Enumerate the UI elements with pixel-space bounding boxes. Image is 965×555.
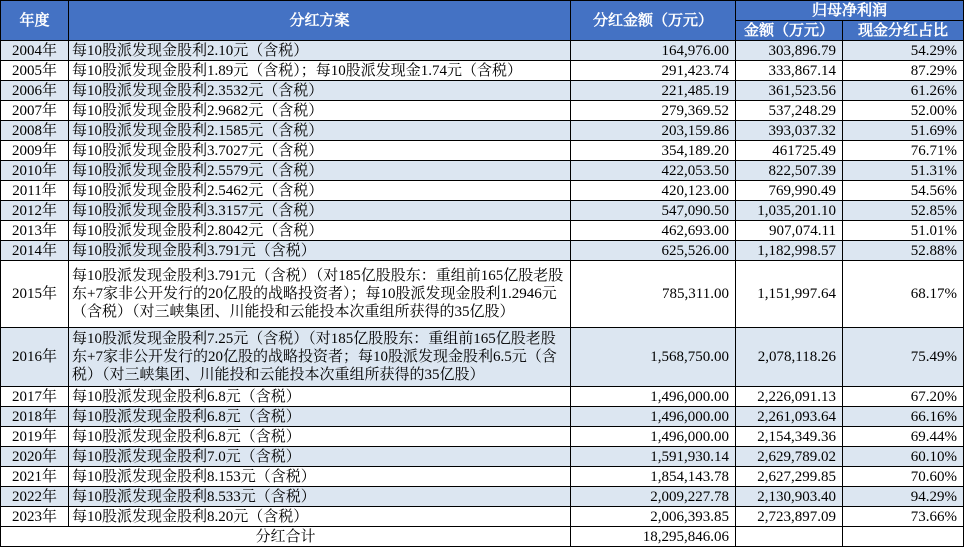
ratio-cell: 51.01%: [843, 221, 964, 241]
net-profit-cell: 769,990.49: [736, 181, 843, 201]
plan-cell: 每10股派发现金股利8.20元（含税）: [69, 507, 571, 527]
plan-cell: 每10股派发现金股利2.5462元（含税）: [69, 181, 571, 201]
dividend-amount-cell: 2,006,393.85: [571, 507, 736, 527]
table-header: [1, 1, 964, 41]
year-cell: 2012年: [1, 201, 69, 221]
table-row: [1, 487, 964, 507]
net-profit-cell: 2,723,897.09: [736, 507, 843, 527]
ratio-cell: 52.00%: [843, 101, 964, 121]
dividend-amount-cell: 221,485.19: [571, 81, 736, 101]
net-profit-cell: 2,261,093.64: [736, 407, 843, 427]
dividend-amount-cell: 785,311.00: [571, 261, 736, 328]
plan-cell: 每10股派发现金股利3.791元（含税）（对185亿股股东：重组前165亿股老股东+7家非公开发行的20亿股的战略投资者）；每10股派发现金股利1.2946元（含税）（对三峡集团、川能投和云能投本次重组所获得的35亿股）: [69, 261, 571, 328]
ratio-cell: 87.29%: [843, 61, 964, 81]
table-row: [1, 61, 964, 81]
dividend-amount-cell: 203,159.86: [571, 121, 736, 141]
table-row: [1, 261, 964, 328]
table-row: [1, 201, 964, 221]
year-cell: 2019年: [1, 427, 69, 447]
ratio-cell: 54.56%: [843, 181, 964, 201]
net-profit-cell: 537,248.29: [736, 101, 843, 121]
dividend-amount-cell: 354,189.20: [571, 141, 736, 161]
ratio-cell: 51.31%: [843, 161, 964, 181]
dividend-amount-cell: 1,591,930.14: [571, 447, 736, 467]
table-body: [1, 41, 964, 527]
ratio-cell: 70.60%: [843, 467, 964, 487]
dividend-amount-cell: 547,090.50: [571, 201, 736, 221]
plan-cell: 每10股派发现金股利2.9682元（含税）: [69, 101, 571, 121]
year-cell: 2005年: [1, 61, 69, 81]
net-profit-cell: 1,035,201.10: [736, 201, 843, 221]
table-row: [1, 161, 964, 181]
year-cell: 2022年: [1, 487, 69, 507]
net-profit-cell: 907,074.11: [736, 221, 843, 241]
table-row: [1, 507, 964, 527]
dividend-amount-cell: 1,496,000.00: [571, 407, 736, 427]
table-row: [1, 328, 964, 387]
ratio-cell: 52.88%: [843, 241, 964, 261]
total-profit-cell: [736, 527, 843, 547]
header-net-profit-group: 归母净利润: [736, 1, 964, 21]
dividend-amount-cell: 625,526.00: [571, 241, 736, 261]
plan-cell: 每10股派发现金股利6.8元（含税）: [69, 427, 571, 447]
ratio-cell: 76.71%: [843, 141, 964, 161]
plan-cell: 每10股派发现金股利3.791元（含税）: [69, 241, 571, 261]
table-row: [1, 41, 964, 61]
year-cell: 2004年: [1, 41, 69, 61]
year-cell: 2023年: [1, 507, 69, 527]
net-profit-cell: 333,867.14: [736, 61, 843, 81]
table-row: [1, 81, 964, 101]
year-cell: 2008年: [1, 121, 69, 141]
table-row: [1, 181, 964, 201]
dividend-amount-cell: 422,053.50: [571, 161, 736, 181]
ratio-cell: 61.26%: [843, 81, 964, 101]
year-cell: 2013年: [1, 221, 69, 241]
year-cell: 2007年: [1, 101, 69, 121]
net-profit-cell: 1,151,997.64: [736, 261, 843, 328]
plan-cell: 每10股派发现金股利2.8042元（含税）: [69, 221, 571, 241]
dividend-amount-cell: 462,693.00: [571, 221, 736, 241]
plan-cell: 每10股派发现金股利2.10元（含税）: [69, 41, 571, 61]
year-cell: 2010年: [1, 161, 69, 181]
dividend-amount-cell: 1,496,000.00: [571, 427, 736, 447]
plan-cell: 每10股派发现金股利2.5579元（含税）: [69, 161, 571, 181]
net-profit-cell: 461725.49: [736, 141, 843, 161]
ratio-cell: 73.66%: [843, 507, 964, 527]
table-row: [1, 121, 964, 141]
table-row: [1, 407, 964, 427]
header-dividend-amount: 分红金额（万元）: [571, 1, 736, 41]
plan-cell: 每10股派发现金股利2.3532元（含税）: [69, 81, 571, 101]
dividend-amount-cell: 291,423.74: [571, 61, 736, 81]
net-profit-cell: 2,154,349.36: [736, 427, 843, 447]
total-ratio-cell: [843, 527, 964, 547]
year-cell: 2020年: [1, 447, 69, 467]
net-profit-cell: 2,130,903.40: [736, 487, 843, 507]
ratio-cell: 52.85%: [843, 201, 964, 221]
total-dividend-cell: 18,295,846.06: [571, 527, 736, 547]
ratio-cell: 94.29%: [843, 487, 964, 507]
header-net-profit-amount: 金额（万元）: [736, 21, 843, 41]
plan-cell: 每10股派发现金股利6.8元（含税）: [69, 387, 571, 407]
plan-cell: 每10股派发现金股利3.3157元（含税）: [69, 201, 571, 221]
net-profit-cell: 2,078,118.26: [736, 328, 843, 387]
dividend-amount-cell: 279,369.52: [571, 101, 736, 121]
total-label-cell: 分红合计: [1, 527, 571, 547]
ratio-cell: 66.16%: [843, 407, 964, 427]
net-profit-cell: 303,896.79: [736, 41, 843, 61]
header-cash-dividend-ratio: 现金分红占比: [843, 21, 964, 41]
table-row: [1, 241, 964, 261]
ratio-cell: 69.44%: [843, 427, 964, 447]
year-cell: 2009年: [1, 141, 69, 161]
net-profit-cell: 2,627,299.85: [736, 467, 843, 487]
ratio-cell: 51.69%: [843, 121, 964, 141]
net-profit-cell: 2,226,091.13: [736, 387, 843, 407]
ratio-cell: 75.49%: [843, 328, 964, 387]
dividend-amount-cell: 1,568,750.00: [571, 328, 736, 387]
plan-cell: 每10股派发现金股利6.8元（含税）: [69, 407, 571, 427]
net-profit-cell: 361,523.56: [736, 81, 843, 101]
plan-cell: 每10股派发现金股利8.153元（含税）: [69, 467, 571, 487]
plan-cell: 每10股派发现金股利7.0元（含税）: [69, 447, 571, 467]
table-row: [1, 427, 964, 447]
plan-cell: 每10股派发现金股利3.7027元（含税）: [69, 141, 571, 161]
table-row: [1, 221, 964, 241]
net-profit-cell: 2,629,789.02: [736, 447, 843, 467]
year-cell: 2018年: [1, 407, 69, 427]
year-cell: 2017年: [1, 387, 69, 407]
year-cell: 2014年: [1, 241, 69, 261]
table-row: [1, 141, 964, 161]
net-profit-cell: 393,037.32: [736, 121, 843, 141]
dividend-amount-cell: 164,976.00: [571, 41, 736, 61]
header-plan: 分红方案: [69, 1, 571, 41]
dividend-amount-cell: 1,496,000.00: [571, 387, 736, 407]
table-row: [1, 101, 964, 121]
ratio-cell: 67.20%: [843, 387, 964, 407]
year-cell: 2011年: [1, 181, 69, 201]
year-cell: 2015年: [1, 261, 69, 328]
year-cell: 2021年: [1, 467, 69, 487]
dividend-amount-cell: 420,123.00: [571, 181, 736, 201]
table-footer: [1, 527, 964, 547]
header-row-top: [1, 1, 964, 21]
dividend-amount-cell: 2,009,227.78: [571, 487, 736, 507]
header-year: 年度: [1, 1, 69, 41]
ratio-cell: 54.29%: [843, 41, 964, 61]
table-row: [1, 387, 964, 407]
table-row: [1, 467, 964, 487]
net-profit-cell: 822,507.39: [736, 161, 843, 181]
year-cell: 2016年: [1, 328, 69, 387]
net-profit-cell: 1,182,998.57: [736, 241, 843, 261]
plan-cell: 每10股派发现金股利2.1585元（含税）: [69, 121, 571, 141]
ratio-cell: 68.17%: [843, 261, 964, 328]
year-cell: 2006年: [1, 81, 69, 101]
plan-cell: 每10股派发现金股利8.533元（含税）: [69, 487, 571, 507]
plan-cell: 每10股派发现金股利7.25元（含税）（对185亿股股东：重组前165亿股老股东+7家非公开发行的20亿股的战略投资者；每10股派发现金股利6.5元（含税）（对三峡集团、川能投和云能投本次重组所获得的35亿股）: [69, 328, 571, 387]
total-row: [1, 527, 964, 547]
dividend-amount-cell: 1,854,143.78: [571, 467, 736, 487]
ratio-cell: 60.10%: [843, 447, 964, 467]
plan-cell: 每10股派发现金股利1.89元（含税）；每10股派发现金1.74元（含税）: [69, 61, 571, 81]
table-row: [1, 447, 964, 467]
